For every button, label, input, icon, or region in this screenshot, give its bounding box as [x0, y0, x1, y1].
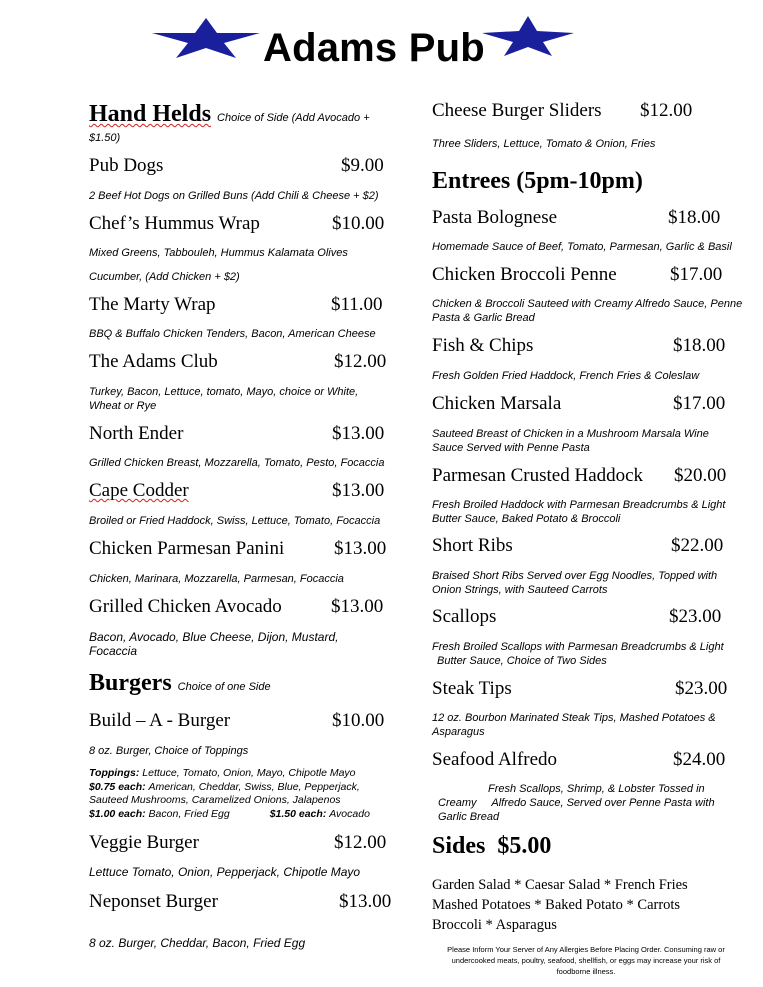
page-title: Adams Pub	[263, 26, 485, 70]
item-name: Short Ribs	[432, 535, 513, 556]
item-name: Pub Dogs	[89, 155, 164, 176]
item-name: Scallops	[432, 606, 497, 627]
item-price: $10.00	[332, 710, 385, 731]
item-price: $12.00	[334, 832, 387, 853]
item-price: $13.00	[334, 538, 387, 559]
item-name: The Adams Club	[89, 351, 218, 372]
item-price: $12.00	[640, 100, 693, 121]
item-name: Build – A - Burger	[89, 710, 231, 731]
item-description-continued: Garlic Bread	[438, 811, 500, 823]
item-price: $13.00	[332, 423, 385, 444]
sides-line: Garden Salad * Caesar Salad * French Fries	[432, 877, 688, 893]
section-note: Choice of one Side	[177, 681, 271, 693]
item-price: $17.00	[673, 393, 726, 414]
section-note: Choice of Side (Add Avocado +	[217, 112, 370, 124]
item-description-continued: Cucumber, (Add Chicken + $2)	[89, 271, 240, 283]
item-name: North Ender	[89, 423, 184, 444]
item-price: $12.00	[334, 351, 387, 372]
section-title: Burgers	[89, 670, 172, 696]
item-description: Turkey, Bacon, Lettuce, tomato, Mayo, choice or White, Wheat or Rye	[89, 386, 359, 412]
item-description: Mixed Greens, Tabbouleh, Hummus Kalamata Olives	[89, 247, 348, 259]
item-description: Chicken & Broccoli Sauteed with Creamy Alfredo Sauce, Penne Pasta & Garlic Bread	[432, 298, 743, 324]
item-description: Fresh Golden Fried Haddock, French Fries & Coleslaw	[432, 370, 700, 382]
item-description: Three Sliders, Lettuce, Tomato & Onion, Fries	[432, 138, 656, 150]
item-price: $18.00	[668, 207, 721, 228]
item-description: Braised Short Ribs Served over Egg Noodles, Topped with Onion Strings, with Sauteed Carrots	[432, 570, 718, 596]
section-sides-title: Sides $5.00	[432, 833, 552, 859]
item-name: Parmesan Crusted Haddock	[432, 465, 644, 486]
item-description: 12 oz. Bourbon Marinated Steak Tips, Mashed Potatoes & Asparagus	[432, 712, 716, 738]
allergy-disclaimer	[428, 944, 744, 977]
disclaimer-line: foodborne illness.	[556, 967, 616, 976]
item-price: $23.00	[675, 678, 728, 699]
item-name: Cape Codder	[89, 480, 189, 501]
item-price: $13.00	[339, 891, 392, 912]
item-description: Fresh Broiled Scallops with Parmesan Breadcrumbs & Light	[432, 641, 724, 653]
item-name: Seafood Alfredo	[432, 749, 558, 770]
item-price: $20.00	[674, 465, 727, 486]
item-description: Broiled or Fried Haddock, Swiss, Lettuce, Tomato, Focaccia	[89, 515, 381, 527]
sides-line: Broccoli * Asparagus	[432, 917, 557, 933]
item-description: Lettuce Tomato, Onion, Pepperjack, Chipotle Mayo	[89, 865, 361, 879]
item-name: Chicken Parmesan Panini	[89, 538, 285, 559]
item-name: Pasta Bolognese	[432, 207, 558, 228]
item-name: Chicken Broccoli Penne	[432, 264, 617, 285]
item-name: Chef’s Hummus Wrap	[89, 213, 260, 234]
toppings-text: Lettuce, Tomato, Onion, Mayo, Chipotle Mayo	[142, 767, 356, 779]
toppings-price-label: $1.00 each:	[89, 807, 146, 820]
item-description: 8 oz. Burger, Choice of Toppings	[89, 745, 249, 757]
item-name: Cheese Burger Sliders	[432, 100, 602, 121]
item-price: $22.00	[671, 535, 724, 556]
item-name: Chicken Marsala	[432, 393, 562, 414]
item-description: Bacon, Avocado, Blue Cheese, Dijon, Mustard, Focaccia	[89, 630, 339, 658]
toppings-list	[89, 767, 370, 821]
star-icon	[150, 16, 262, 60]
item-price: $23.00	[669, 606, 722, 627]
section-title: Hand Helds	[89, 101, 212, 127]
item-name: Veggie Burger	[89, 832, 199, 853]
toppings-price-label: $1.50 each:	[269, 807, 327, 820]
item-description: Homemade Sauce of Beef, Tomato, Parmesan, Garlic & Basil	[432, 241, 732, 253]
item-price: $17.00	[670, 264, 723, 285]
item-description: Fresh Scallops, Shrimp, & Lobster Tossed in	[488, 783, 705, 795]
toppings-price-label: $0.75 each:	[89, 780, 146, 793]
disclaimer-line: undercooked meats, poultry, seafood, shellfish, or eggs may increase your risk of	[451, 956, 721, 965]
item-description: Chicken, Marinara, Mozzarella, Parmesan, Focaccia	[89, 573, 344, 585]
item-price: $13.00	[331, 596, 384, 617]
item-name: The Marty Wrap	[89, 294, 216, 315]
item-description: Fresh Broiled Haddock with Parmesan Breadcrumbs & Light Butter Sauce, Baked Potato & Broccoli	[432, 499, 726, 525]
item-price: $10.00	[332, 213, 385, 234]
toppings-label: Toppings:	[89, 767, 140, 779]
toppings-text: Sauteed Mushrooms, Caramelized Onions, Jalapenos	[89, 794, 341, 806]
item-description: 2 Beef Hot Dogs on Grilled Buns (Add Chili & Cheese + $2)	[89, 190, 379, 202]
item-description: Sauteed Breast of Chicken in a Mushroom Marsala Wine Sauce Served with Penne Pasta	[432, 428, 709, 454]
star-icon	[480, 14, 576, 58]
toppings-text: American, Cheddar, Swiss, Blue, Pepperjack,	[148, 780, 360, 793]
item-price: $11.00	[331, 294, 383, 315]
sides-line: Mashed Potatoes * Baked Potato * Carrots	[432, 897, 681, 913]
item-price: $18.00	[673, 335, 726, 356]
toppings-text: Avocado	[329, 807, 370, 820]
item-description-continued: Creamy Alfredo Sauce, Served over Penne Pasta with	[438, 797, 715, 809]
item-price: $24.00	[673, 749, 726, 770]
menu-header	[0, 0, 763, 90]
item-name: Neponset Burger	[89, 891, 218, 912]
item-price: $9.00	[341, 155, 384, 176]
toppings-text: Bacon, Fried Egg	[148, 807, 230, 820]
item-description: 8 oz. Burger, Cheddar, Bacon, Fried Egg	[89, 936, 306, 950]
item-name: Fish & Chips	[432, 335, 534, 356]
section-entrees-title: Entrees (5pm-10pm)	[432, 168, 643, 194]
item-name: Steak Tips	[432, 678, 512, 699]
item-price: $13.00	[332, 480, 385, 501]
section-note-continued: $1.50)	[89, 132, 121, 144]
item-description: Grilled Chicken Breast, Mozzarella, Tomato, Pesto, Focaccia	[89, 457, 385, 469]
section-hand-helds	[89, 101, 370, 128]
item-description-continued: Butter Sauce, Choice of Two Sides	[437, 655, 607, 667]
section-burgers	[89, 670, 271, 697]
item-description: BBQ & Buffalo Chicken Tenders, Bacon, American Cheese	[89, 328, 376, 340]
item-name: Grilled Chicken Avocado	[89, 596, 282, 617]
disclaimer-line: Please Inform Your Server of Any Allergies Before Placing Order. Consuming raw or	[447, 945, 725, 954]
